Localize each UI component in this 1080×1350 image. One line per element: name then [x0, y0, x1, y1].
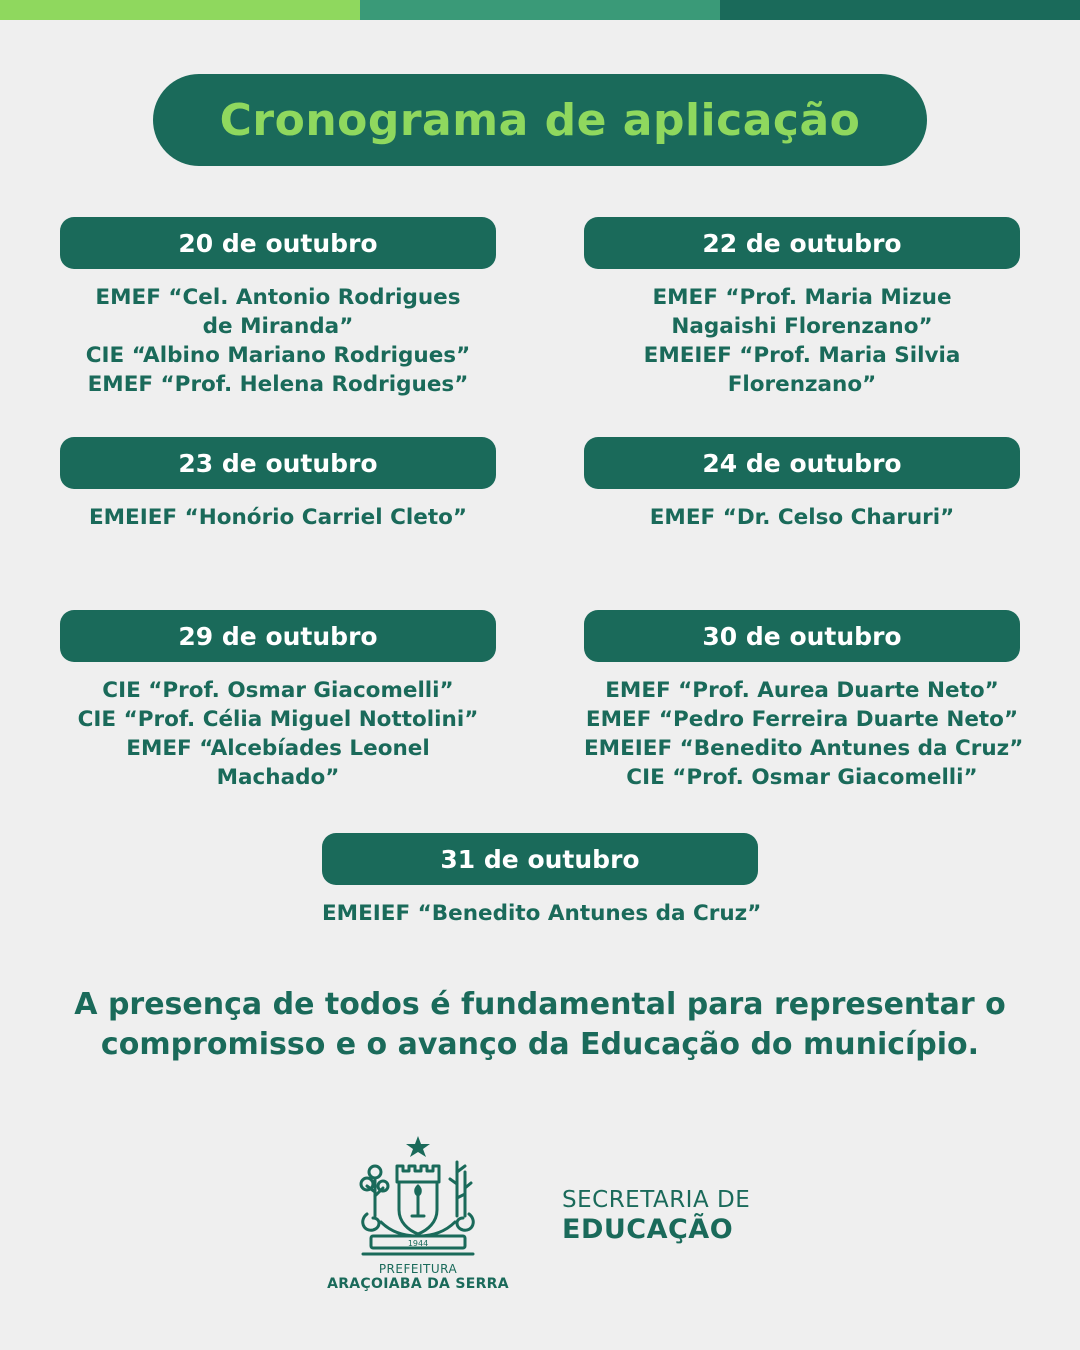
schedule-block [322, 833, 762, 928]
school-line: CIE “Prof. Célia Miguel Nottolini” [77, 707, 479, 732]
school-line: Machado” [216, 765, 340, 790]
top-color-bar [0, 0, 1080, 20]
top-bar-segment-1 [0, 0, 360, 20]
school-line: EMEF “Dr. Celso Charuri” [649, 505, 955, 530]
school-line: CIE “Albino Mariano Rodrigues” [85, 343, 471, 368]
date-label: 22 de outubro [702, 228, 902, 258]
schedule-block [60, 610, 496, 792]
closing-line-2: compromisso e o avanço da Educação do município. [100, 1027, 980, 1062]
date-badge [584, 217, 1020, 269]
department-line-2: EDUCAÇÃO [562, 1214, 734, 1245]
school-line: EMEIEF “Benedito Antunes da Cruz” [584, 736, 1024, 761]
logo-prefix: PREFEITURA [378, 1262, 458, 1276]
school-list [60, 503, 496, 532]
top-bar-segment-3 [720, 0, 1080, 20]
closing-line-1: A presença de todos é fundamental para representar o [74, 987, 1006, 1022]
date-badge [584, 437, 1020, 489]
top-bar-segment-2 [360, 0, 720, 20]
school-line: EMEF “Prof. Maria Mizue [652, 285, 952, 310]
date-badge [60, 217, 496, 269]
page-title: Cronograma de aplicação [219, 94, 861, 146]
school-list [60, 283, 496, 399]
school-line: Nagaishi Florenzano” [671, 314, 933, 339]
schedule-block [584, 217, 1020, 399]
school-line: EMEF “Pedro Ferreira Duarte Neto” [585, 707, 1019, 732]
date-label: 24 de outubro [702, 448, 902, 478]
school-line: EMEF “Prof. Helena Rodrigues” [87, 372, 469, 397]
closing-message [40, 985, 1040, 1065]
title-banner [153, 74, 927, 166]
date-label: 30 de outubro [702, 621, 902, 651]
department-line-1: SECRETARIA DE [562, 1187, 751, 1213]
date-badge [322, 833, 758, 885]
school-line: EMEF “Prof. Aurea Duarte Neto” [605, 678, 999, 703]
school-line: EMEIEF “Honório Carriel Cleto” [88, 505, 468, 530]
school-list [322, 899, 762, 928]
logo-city-name: ARAÇOIABA DA SERRA [327, 1276, 509, 1292]
logo-year: 1944 [407, 1239, 429, 1248]
school-line: EMEIEF “Prof. Maria Silvia [643, 343, 961, 368]
school-line: de Miranda” [202, 314, 354, 339]
school-line: CIE “Prof. Osmar Giacomelli” [626, 765, 978, 790]
department-name [562, 1186, 750, 1246]
school-line: EMEIEF “Benedito Antunes da Cruz” [322, 901, 762, 926]
date-badge [60, 437, 496, 489]
school-list [584, 503, 1020, 532]
date-label: 31 de outubro [440, 844, 640, 874]
school-line: EMEF “Cel. Antonio Rodrigues [95, 285, 461, 310]
city-logo [318, 1132, 518, 1302]
schedule-block [60, 437, 496, 532]
school-list [584, 283, 1020, 399]
date-label: 20 de outubro [178, 228, 378, 258]
schedule-block [584, 437, 1020, 532]
school-line: Florenzano” [727, 372, 877, 397]
schedule-block [60, 217, 496, 399]
schedule-block [584, 610, 1024, 792]
school-list [60, 676, 496, 792]
school-line: CIE “Prof. Osmar Giacomelli” [102, 678, 454, 703]
date-label: 23 de outubro [178, 448, 378, 478]
date-label: 29 de outubro [178, 621, 378, 651]
school-line: EMEF “Alcebíades Leonel [126, 736, 430, 761]
school-list [584, 676, 1024, 792]
date-badge [60, 610, 496, 662]
date-badge [584, 610, 1020, 662]
city-coat-of-arms-icon [353, 1132, 483, 1260]
